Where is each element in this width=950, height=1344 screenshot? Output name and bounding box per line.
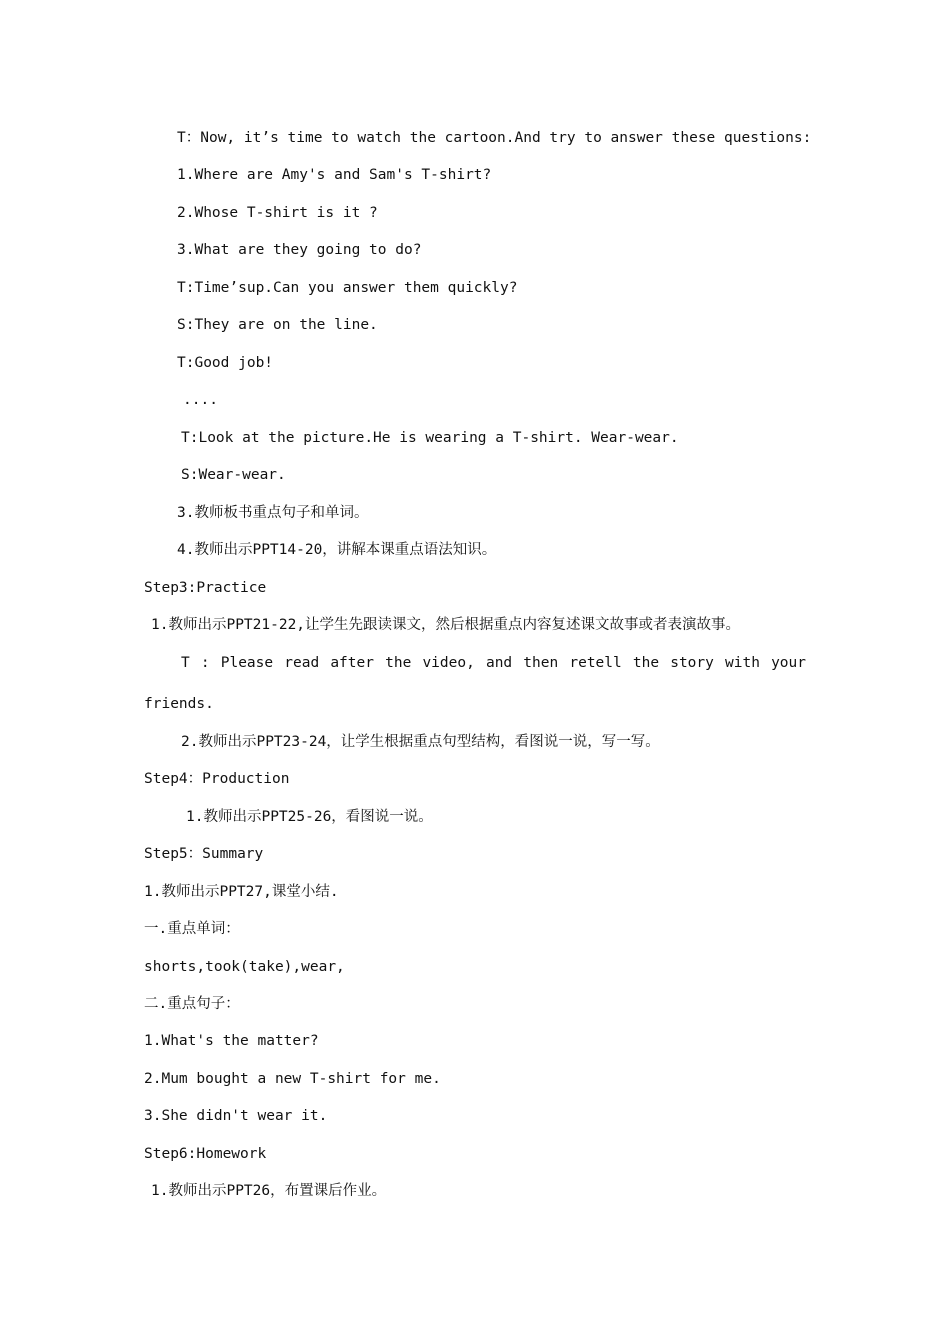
text-line-29: 1.教师出示PPT26，布置课后作业。: [151, 1183, 387, 1199]
text-line-19: 1.教师出示PPT25-26，看图说一说。: [186, 809, 433, 825]
text-line-24: 二.重点句子：: [144, 996, 240, 1012]
text-line-1: T：Now, it’s time to watch the cartoon.And try to answer these questions:: [177, 130, 812, 146]
text-line-16: friends.: [144, 696, 214, 712]
text-line-21: 1.教师出示PPT27,课堂小结.: [144, 884, 339, 900]
text-line-26: 2.Mum bought a new T-shirt for me.: [144, 1071, 441, 1087]
text-line-27: 3.She didn't wear it.: [144, 1108, 328, 1124]
text-line-9: T:Look at the picture.He is wearing a T-shirt. Wear-wear.: [181, 430, 679, 446]
text-line-23: shorts,took(take),wear,: [144, 959, 345, 975]
text-line-4: 3.What are they going to do?: [177, 242, 422, 258]
section-heading-step3: Step3:Practice: [144, 580, 267, 596]
text-line-12: 4.教师出示PPT14-20，讲解本课重点语法知识。: [177, 542, 497, 558]
text-line-10: S:Wear-wear.: [181, 467, 286, 483]
text-line-8: ....: [183, 392, 218, 408]
text-line-11: 3.教师板书重点句子和单词。: [177, 505, 369, 521]
text-line-3: 2.Whose T-shirt is it ?: [177, 205, 378, 221]
text-line-17: 2.教师出示PPT23-24，让学生根据重点句型结构，看图说一说，写一写。: [181, 734, 660, 750]
section-heading-step4: Step4：Production: [144, 771, 290, 787]
section-heading-step5: Step5：Summary: [144, 846, 264, 862]
text-line-7: T:Good job!: [177, 355, 274, 371]
text-line-25: 1.What's the matter?: [144, 1033, 319, 1049]
text-line-14: 1.教师出示PPT21-22,让学生先跟读课文，然后根据重点内容复述课文故事或者表演故事。: [151, 617, 741, 633]
text-line-5: T:Time’sup.Can you answer them quickly?: [177, 280, 518, 296]
text-line-2: 1.Where are Amy's and Sam's T-shirt?: [177, 167, 492, 183]
text-line-15: T : Please read after the video, and then retell the story with your: [181, 655, 806, 671]
section-heading-step6: Step6:Homework: [144, 1146, 267, 1162]
text-line-6: S:They are on the line.: [177, 317, 378, 333]
text-line-22: 一.重点单词：: [144, 921, 240, 937]
